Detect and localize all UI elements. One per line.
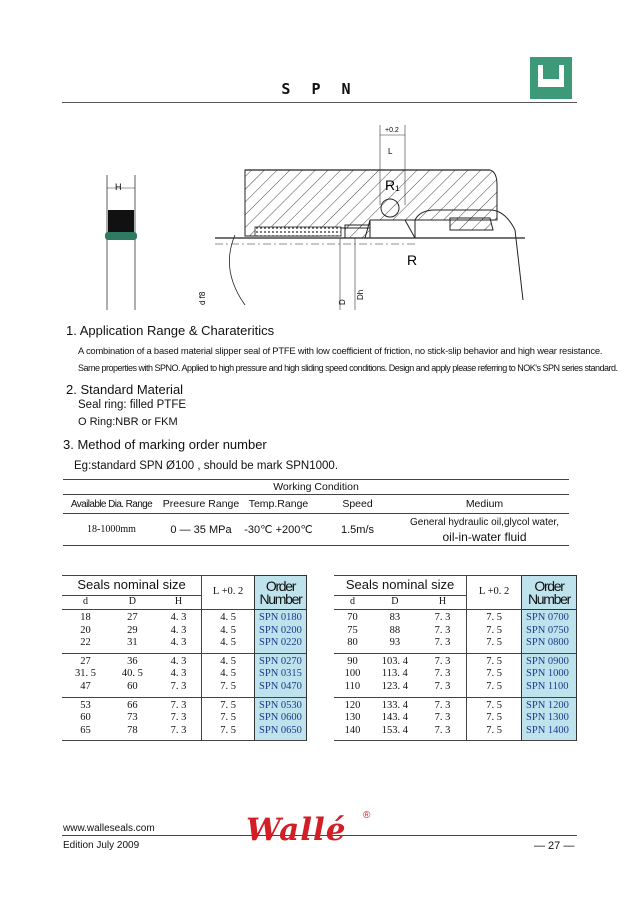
- order-number: SPN 0700: [526, 612, 569, 623]
- registered-mark: ®: [363, 810, 371, 821]
- size-value: 66: [127, 699, 138, 711]
- size-value: 7. 3: [170, 724, 187, 736]
- order-number: SPN 0650: [259, 724, 302, 736]
- size-value: 7. 5: [486, 680, 502, 692]
- cell-d: [334, 697, 371, 741]
- cell-D: [371, 610, 419, 654]
- cell-L: [467, 697, 522, 741]
- working-condition-table: [63, 479, 569, 546]
- size-value: 7. 5: [486, 637, 502, 649]
- cell-H: [419, 653, 467, 697]
- cell-L: [202, 653, 255, 697]
- col-D-header: D: [391, 596, 399, 608]
- size-value: 133. 4: [381, 699, 408, 711]
- size-value: 60: [80, 712, 91, 724]
- size-value: 7. 3: [170, 712, 187, 724]
- condition-header-speed: Speed: [342, 498, 373, 510]
- size-value: 7. 3: [434, 668, 451, 680]
- order-number: SPN 0270: [259, 655, 302, 667]
- size-value: 75: [347, 624, 358, 636]
- size-value: 120: [344, 699, 361, 711]
- size-value: 7. 5: [220, 724, 236, 736]
- size-value: 20: [80, 624, 91, 636]
- size-value: 4. 3: [170, 637, 187, 649]
- size-value: 7. 3: [170, 680, 187, 692]
- drawing-label-l: L: [388, 147, 393, 156]
- section2-line2: O Ring:NBR or FKM: [78, 416, 178, 428]
- cell-d: [334, 653, 371, 697]
- size-value: 7. 3: [434, 655, 451, 667]
- condition-pressure: 0 — 35 MPa: [170, 523, 232, 536]
- drawing-label-r: R: [407, 252, 418, 268]
- cell-order: [522, 653, 577, 697]
- size-value: 88: [389, 624, 401, 636]
- size-value: 22: [80, 637, 91, 649]
- cell-order: [255, 697, 307, 741]
- size-value: 7. 3: [434, 612, 451, 623]
- size-value: 27: [127, 612, 138, 623]
- size-value: 7. 5: [486, 612, 502, 623]
- size-value: 100: [344, 668, 361, 680]
- condition-medium-line1: General hydraulic oil,glycol water,: [410, 516, 559, 528]
- seals-nominal-size-header: Seals nominal size: [334, 576, 467, 596]
- order-number: SPN 1400: [526, 724, 569, 736]
- order-number: SPN 1100: [526, 680, 569, 692]
- cell-H: [156, 610, 202, 654]
- order-number: SPN 0900: [526, 655, 569, 667]
- order-number: SPN 0600: [259, 712, 302, 724]
- condition-caption: Working Condition: [273, 481, 359, 493]
- cell-L: [467, 653, 522, 697]
- size-value: 31: [127, 637, 138, 649]
- order-number: SPN 0180: [259, 612, 302, 623]
- cell-order: [255, 610, 307, 654]
- section1-heading: 1. Application Range & Charateritics: [66, 323, 275, 338]
- drawing-label-tol: +0.2: [385, 127, 399, 134]
- size-value: 7. 5: [486, 699, 502, 711]
- col-D-header: D: [128, 596, 136, 608]
- size-value: 7. 3: [170, 699, 187, 711]
- col-H-header: H: [174, 596, 183, 608]
- section3-example: Eg:standard SPN Ø100 , should be mark SPN1000.: [74, 460, 339, 472]
- size-value: 153. 4: [381, 724, 408, 736]
- size-value: 93: [389, 637, 401, 649]
- section2-line1: Seal ring: filled PTFE: [78, 399, 187, 411]
- size-value: 7. 5: [220, 680, 236, 692]
- tolerance-header: L +0. 2: [202, 576, 255, 610]
- size-value: 27: [80, 655, 91, 667]
- drawing-label-dh: Dh: [356, 289, 365, 300]
- size-value: 7. 5: [486, 655, 502, 667]
- cell-L: [202, 697, 255, 741]
- cell-L: [467, 610, 522, 654]
- cell-D: [371, 653, 419, 697]
- footer-website[interactable]: www.walleseals.com: [63, 823, 155, 834]
- size-value: 113. 4: [381, 668, 408, 680]
- size-value: 7. 5: [486, 724, 502, 736]
- size-value: 4. 3: [170, 655, 187, 667]
- order-number: SPN 0530: [259, 699, 302, 711]
- condition-speed: 1.5m/s: [340, 523, 374, 536]
- header-divider: [62, 102, 577, 103]
- size-value: 130: [344, 712, 361, 724]
- size-value: 7. 3: [434, 712, 451, 724]
- page-number: — 27 —: [534, 840, 575, 852]
- size-value: 123. 4: [381, 680, 408, 692]
- size-value: 140: [344, 724, 361, 736]
- order-number: SPN 0315: [259, 668, 302, 680]
- cell-d: [62, 610, 109, 654]
- seals-nominal-size-header: Seals nominal size: [62, 576, 202, 596]
- cell-L: [202, 610, 255, 654]
- tolerance-header: L +0. 2: [467, 576, 522, 610]
- order-number: SPN 0800: [526, 637, 569, 649]
- size-value: 4. 5: [220, 624, 236, 636]
- cell-d: [62, 653, 109, 697]
- cell-D: [371, 697, 419, 741]
- order-number: SPN 0750: [526, 624, 569, 636]
- seal-size-table-left: [62, 575, 307, 741]
- drawing-label-d: D: [338, 299, 347, 305]
- size-value: 7. 5: [486, 668, 502, 680]
- cell-H: [419, 610, 467, 654]
- condition-header-pressure: Preesure Range: [162, 498, 240, 510]
- cell-d: [62, 697, 109, 741]
- table-row: [62, 653, 307, 697]
- cell-order: [522, 610, 577, 654]
- size-value: 47: [80, 680, 91, 692]
- size-value: 53: [80, 699, 91, 711]
- order-number-header: Order Number: [255, 576, 307, 610]
- cell-D: [109, 610, 156, 654]
- size-value: 4. 3: [170, 624, 187, 636]
- cell-H: [156, 697, 202, 741]
- size-value: 4. 3: [170, 612, 187, 623]
- cell-D: [109, 653, 156, 697]
- size-value: 29: [127, 624, 138, 636]
- size-value: 7. 5: [220, 699, 236, 711]
- section1-line1: A combination of a based material slipper seal of PTFE with low coefficient of friction, no stick-slip behavior and high wear resistance.: [78, 345, 603, 356]
- size-value: 18: [80, 612, 91, 623]
- table-row: [334, 653, 577, 697]
- order-number: SPN 1300: [526, 712, 569, 724]
- page-title: S P N: [281, 80, 357, 98]
- condition-temp: -30℃ +200℃: [244, 524, 313, 536]
- size-value: 73: [127, 712, 138, 724]
- section2-heading: 2. Standard Material: [66, 382, 184, 397]
- seal-size-table-right: [334, 575, 577, 741]
- size-value: 4. 5: [220, 637, 236, 649]
- size-value: 103. 4: [381, 655, 408, 667]
- size-value: 143. 4: [381, 712, 408, 724]
- order-number: SPN 0200: [259, 624, 302, 636]
- size-value: 31. 5: [74, 668, 96, 680]
- table-row: [62, 697, 307, 741]
- size-value: 7. 3: [434, 624, 451, 636]
- order-number: SPN 1000: [526, 668, 569, 680]
- cell-order: [522, 697, 577, 741]
- section1-line2: Same properties with SPNO. Applied to high pressure and high sliding speed conditions. Design and apply please referring to NOK's SPN series standard.: [78, 363, 618, 373]
- size-value: 70: [347, 612, 358, 623]
- size-value: 36: [127, 655, 138, 667]
- condition-range: 18-1000mm: [87, 524, 136, 535]
- col-d-header: d: [349, 596, 355, 608]
- footer-edition: Edition July 2009: [63, 840, 140, 851]
- size-value: 83: [389, 612, 401, 623]
- condition-header-medium: Medium: [465, 498, 504, 510]
- size-value: 60: [127, 680, 138, 692]
- brand-logo: Wallé: [246, 812, 347, 848]
- cell-D: [109, 697, 156, 741]
- seal-cross-section-drawing: [95, 110, 555, 320]
- size-value: 40. 5: [121, 668, 143, 680]
- table-row: [334, 697, 577, 741]
- size-value: 7. 5: [486, 712, 502, 724]
- order-number: SPN 1200: [526, 699, 569, 711]
- order-number: SPN 0470: [259, 680, 302, 692]
- size-value: 78: [127, 724, 138, 736]
- seal-profile-icon: [530, 57, 572, 99]
- size-value: 80: [347, 637, 358, 649]
- cell-d: [334, 610, 371, 654]
- size-value: 7. 3: [434, 680, 451, 692]
- drawing-label-df8: d f8: [198, 291, 207, 305]
- section3-heading: 3. Method of marking order number: [63, 437, 267, 452]
- size-value: 90: [347, 655, 358, 667]
- size-value: 110: [344, 680, 361, 692]
- size-value: 7. 5: [486, 624, 502, 636]
- size-value: 7. 5: [220, 712, 236, 724]
- condition-medium-line2: oil-in-water fluid: [442, 529, 527, 544]
- size-value: 4. 3: [170, 668, 187, 680]
- col-H-header: H: [438, 596, 447, 608]
- order-number-header: Order Number: [522, 576, 577, 610]
- cell-H: [156, 653, 202, 697]
- size-value: 65: [80, 724, 91, 736]
- cell-H: [419, 697, 467, 741]
- condition-header-range: Available Dia. Range: [70, 498, 153, 510]
- drawing-label-h: H: [115, 182, 122, 192]
- order-number: SPN 0220: [259, 637, 302, 649]
- size-value: 4. 5: [220, 655, 236, 667]
- drawing-label-r1: R₁: [385, 177, 400, 193]
- size-value: 7. 3: [434, 637, 451, 649]
- seal-profile-small: [105, 175, 137, 310]
- size-value: 4. 5: [220, 612, 236, 623]
- cell-order: [255, 653, 307, 697]
- condition-header-temp: Temp.Range: [248, 498, 309, 510]
- size-value: 7. 3: [434, 724, 451, 736]
- col-d-header: d: [82, 596, 88, 608]
- table-row: [62, 610, 307, 654]
- size-value: 4. 5: [220, 668, 236, 680]
- size-value: 7. 3: [434, 699, 451, 711]
- table-row: [334, 610, 577, 654]
